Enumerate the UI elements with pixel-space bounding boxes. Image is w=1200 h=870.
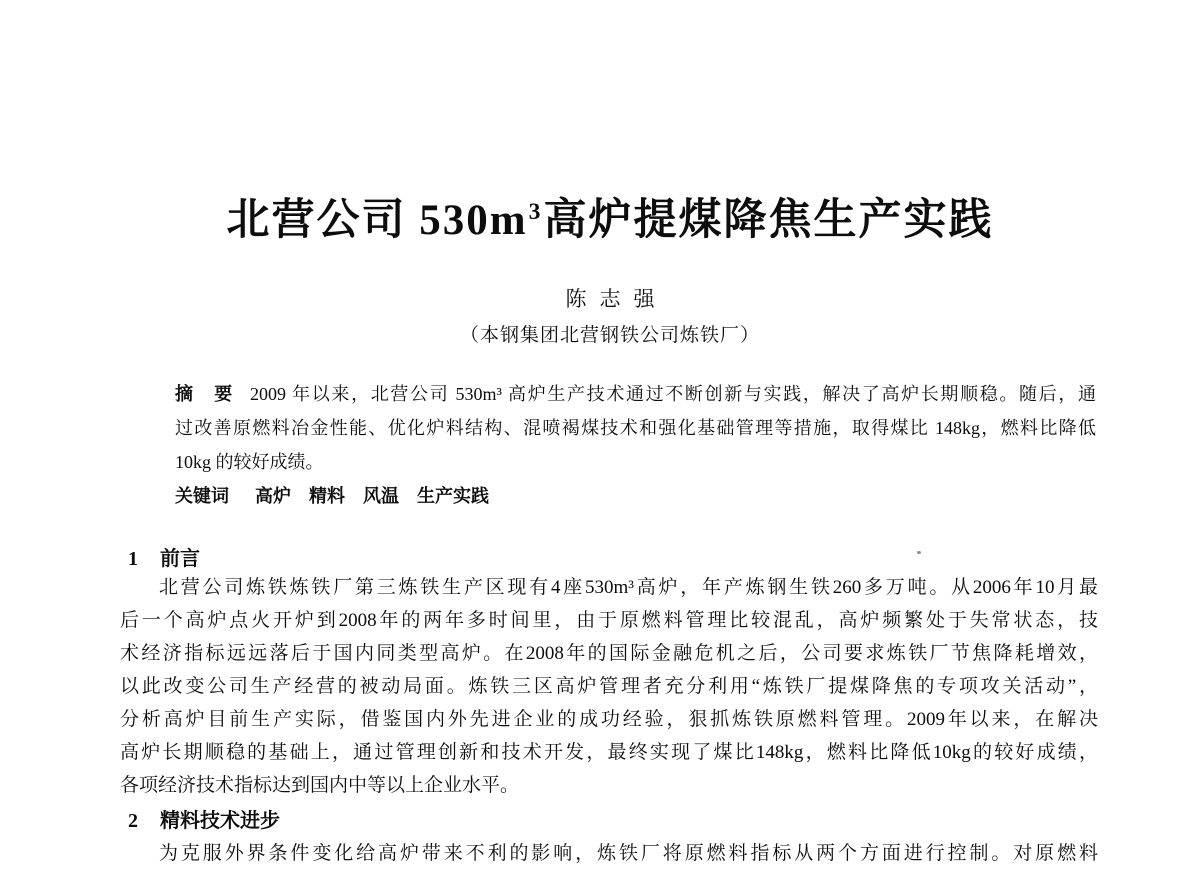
paragraph-line: 高炉长期顺稳的基础上，通过管理创新和技术开发，最终实现了煤比148kg，燃料比降低10kg的较好成绩， [120, 742, 1098, 763]
section-2-number: 2 [128, 810, 138, 832]
abstract-line-2: 过改善原燃料冶金性能、优化炉料结构、混喷褐煤技术和强化基础管理等措施，取得煤比 148kg，燃料比降低 [175, 418, 1096, 438]
paper-title [110, 186, 1110, 247]
author-name: 陈志强 [565, 287, 668, 311]
title-superscript: 3 [528, 199, 541, 226]
paragraph-line: 后一个高炉点火开炉到2008年的两年多时间里，由于原燃料管理比较混乱，高炉频繁处于失常状态，技 [120, 610, 1098, 631]
paper-title-part1: 北营公司 530m [226, 197, 528, 244]
abstract-block [175, 377, 1096, 513]
section-1-title: 前言 [160, 548, 200, 570]
paragraph-line: 北营公司炼铁炼铁厂第三炼铁生产区现有4座530m³高炉，年产炼钢生铁260多万吨。从2006年10月最 [159, 577, 1098, 598]
section-2-heading [128, 804, 280, 833]
paragraph-line-partial: 为克服外界条件变化给高炉带来不利的影响，炼铁厂将原燃料指标从两个方面进行控制。对原燃料 [159, 843, 1098, 864]
keywords-label: 关键词 [175, 486, 229, 506]
paragraph-line: 术经济指标远远落后于国内同类型高炉。在2008年的国际金融危机之后，公司要求炼铁厂节焦降耗增效， [120, 643, 1098, 664]
abstract-line-1 [175, 377, 1096, 411]
paragraph-line: 以此改变公司生产经营的被动局面。炼铁三区高炉管理者充分利用“炼铁厂提煤降焦的专项攻关活动”， [120, 676, 1098, 697]
section-1-heading [128, 542, 200, 571]
section-2-title: 精料技术进步 [160, 810, 280, 832]
paragraph-line: 分析高炉目前生产实际，借鉴国内外先进企业的成功经验，狠抓炼铁原燃料管理。2009年以来，在解决 [120, 709, 1098, 730]
section-1-number: 1 [128, 548, 138, 570]
keywords-list: 高炉 精料 风温 生产实践 [255, 486, 489, 506]
abstract-line-3: 10kg 的较好成绩。 [175, 452, 324, 472]
scan-speck [917, 551, 921, 554]
keywords-row [175, 479, 1096, 513]
paragraph-line: 各项经济技术指标达到国内中等以上企业水平。 [120, 775, 520, 796]
paper-title-part2: 高炉提煤降焦生产实践 [543, 197, 994, 244]
abstract-label: 摘 要 [175, 384, 234, 404]
author-affiliation: （本钢集团北营钢铁公司炼铁厂） [459, 325, 760, 346]
abstract-line-1-text: 2009 年以来，北营公司 530m³ 高炉生产技术通过不断创新与实践，解决了高炉长期顺稳。随后，通 [249, 384, 1096, 404]
section-1-paragraph [120, 571, 1098, 802]
